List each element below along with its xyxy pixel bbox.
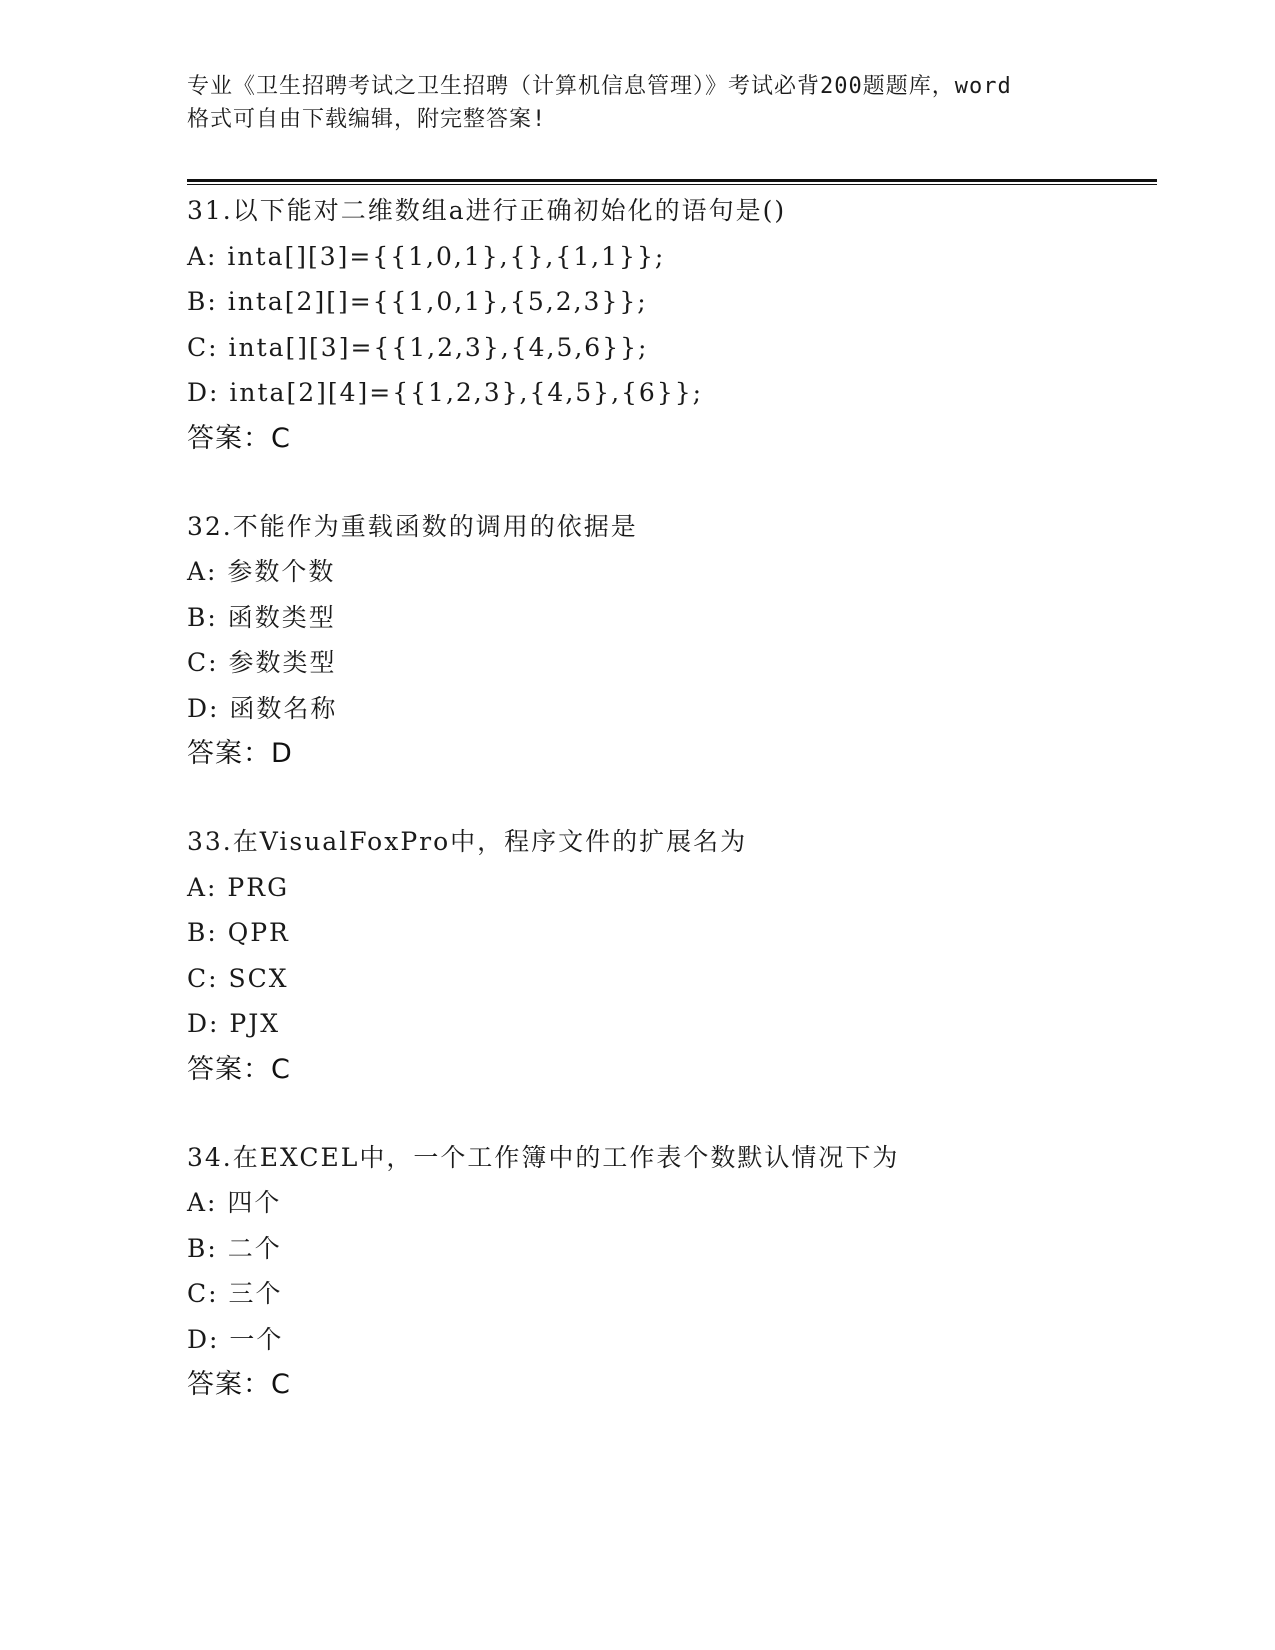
divider-thin-line (187, 184, 1157, 185)
answer: 答案：C (187, 1369, 291, 1400)
option-b: B: 函数类型 (187, 602, 336, 632)
question-34 (187, 1135, 1157, 1409)
option-a: A: 参数个数 (187, 557, 336, 586)
document-title-line-1: 专业《卫生招聘考试之卫生招聘（计算机信息管理）》考试必背200题题库，word (187, 74, 1012, 99)
question-list (187, 188, 1157, 1450)
document-title-line-2: 格式可自由下载编辑，附完整答案! (187, 107, 547, 132)
option-b: B: inta[2][]={{1,0,1},{5,2,3}}; (187, 287, 648, 316)
option-b: B: QPR (187, 918, 290, 947)
option-b: B: 二个 (187, 1233, 282, 1263)
answer: 答案：C (187, 422, 291, 454)
option-a: A: PRG (187, 872, 290, 902)
answer: 答案：D (187, 738, 293, 769)
option-c: C: SCX (187, 963, 289, 993)
question-stem: 31.以下能对二维数组a进行正确初始化的语句是() (187, 196, 787, 225)
header-divider (187, 179, 1157, 185)
answer: 答案：C (187, 1053, 291, 1085)
option-c: C: inta[][3]={{1,2,3},{4,5,6}}; (187, 332, 649, 362)
question-stem: 33.在VisualFoxPro中，程序文件的扩展名为 (187, 827, 748, 856)
option-c: C: 参数类型 (187, 648, 337, 677)
question-stem: 32.不能作为重载函数的调用的依据是 (187, 511, 638, 541)
option-a: A: 四个 (187, 1188, 282, 1217)
question-31 (187, 188, 1157, 462)
option-a: A: inta[][3]={{1,0,1},{},{1,1}}; (187, 241, 666, 271)
option-c: C: 三个 (187, 1279, 283, 1308)
question-32 (187, 504, 1157, 778)
question-33 (187, 819, 1157, 1093)
option-d: D: 函数名称 (187, 693, 338, 723)
option-d: D: inta[2][4]={{1,2,3},{4,5},{6}}; (187, 378, 704, 407)
divider-thick-line (187, 179, 1157, 182)
option-d: D: PJX (187, 1009, 281, 1038)
question-stem: 34.在EXCEL中，一个工作簿中的工作表个数默认情况下为 (187, 1142, 900, 1172)
document-header (187, 70, 1157, 136)
option-d: D: 一个 (187, 1324, 284, 1354)
